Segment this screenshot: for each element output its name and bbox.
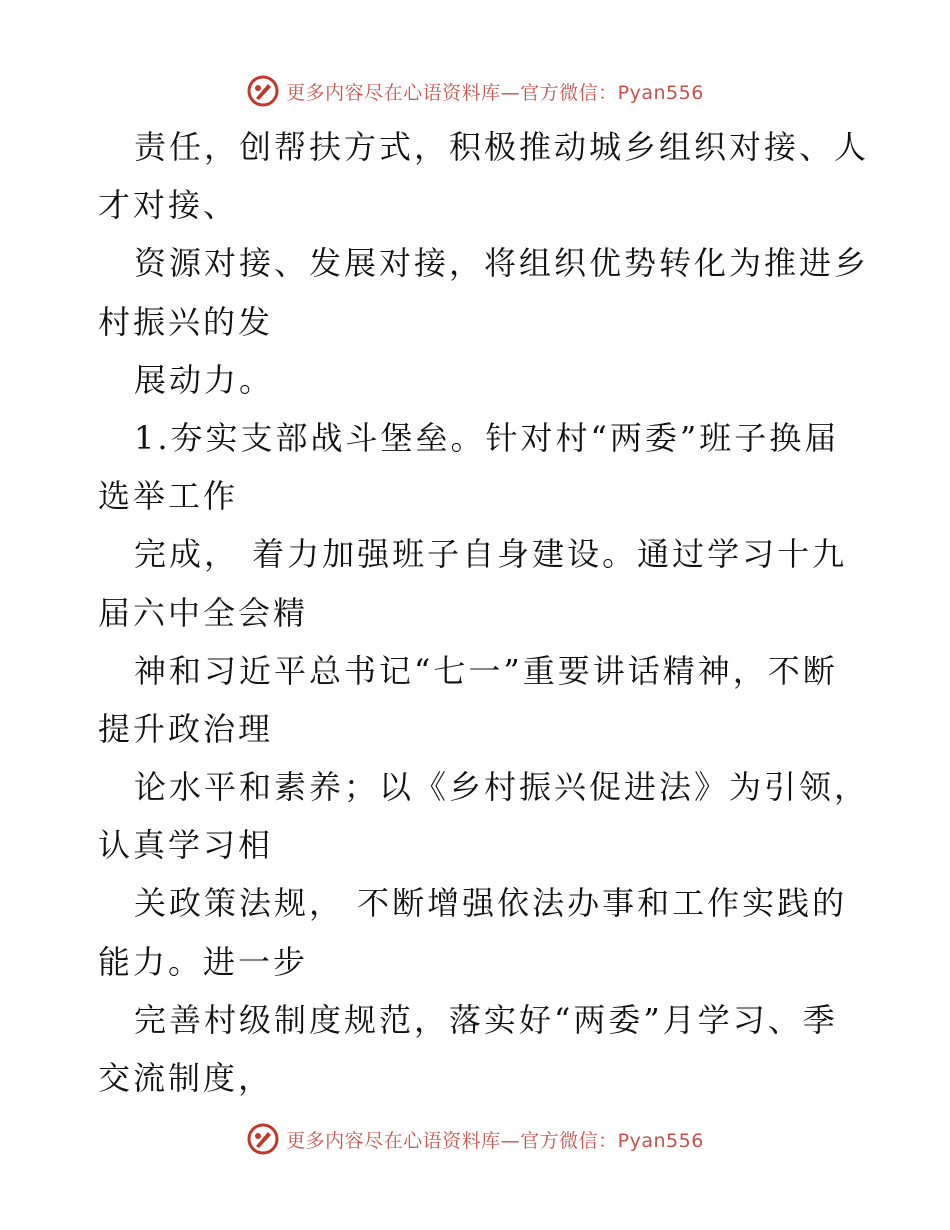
body-line-10: 神和习近平总书记“七一”重要讲话精神，不断 <box>134 651 838 690</box>
body-line-13: 认真学习相 <box>98 826 274 865</box>
body-line-4: 村振兴的发 <box>98 302 274 341</box>
body-line-5: 展动力。 <box>134 360 275 399</box>
body-line-6: 1.夯实支部战斗堡垒。针对村“两委”班子换届 <box>134 418 840 457</box>
body-line-9: 届六中全会精 <box>98 593 309 632</box>
body-line-16: 完善村级制度规范，落实好“两委”月学习、季 <box>134 1000 838 1039</box>
footer-banner-text: 更多内容尽在心语资料库—官方微信：Pyan556 <box>286 1129 704 1152</box>
body-line-2: 才对接、 <box>98 186 239 225</box>
body-line-17: 交流制度， <box>98 1059 274 1097</box>
logo-icon <box>246 1122 280 1156</box>
document-body <box>98 118 868 1107</box>
logo-icon <box>246 74 280 108</box>
body-line-3: 资源对接、发展对接，将组织优势转化为推进乡 <box>134 244 870 283</box>
body-line-12: 论水平和素养；以《乡村振兴促进法》为引领， <box>134 768 870 807</box>
body-line-14: 关政策法规， 不断增强依法办事和工作实践的 <box>134 884 848 923</box>
body-line-15: 能力。进一步 <box>98 942 309 981</box>
body-line-11: 提升政治理 <box>98 709 274 748</box>
body-line-1: 责任，创帮扶方式，积极推动城乡组织对接、人 <box>134 128 870 166</box>
header-banner-text: 更多内容尽在心语资料库—官方微信：Pyan556 <box>286 81 704 104</box>
body-line-7: 选举工作 <box>98 477 239 516</box>
footer-banner <box>0 1119 950 1159</box>
header-banner <box>0 71 950 111</box>
body-line-8: 完成， 着力加强班子自身建设。通过学习十九 <box>134 535 848 574</box>
